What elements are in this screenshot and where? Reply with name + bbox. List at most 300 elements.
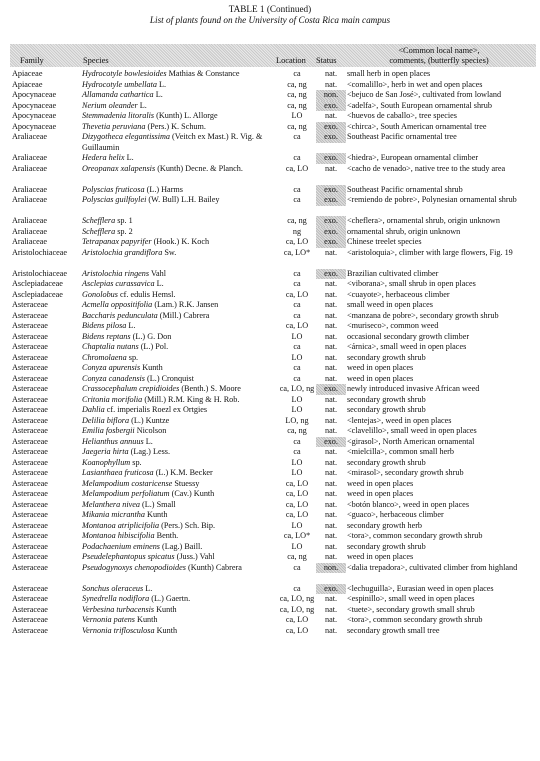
- header-comments-line2: comments, (butterfly species): [389, 55, 489, 65]
- cell-location: ca: [293, 184, 301, 194]
- species-author: L.: [154, 279, 164, 288]
- cell-status: nat.: [324, 447, 338, 456]
- cell-family: Asteraceae: [12, 520, 48, 530]
- table-row: [10, 237, 536, 248]
- species-author: Kunth: [140, 363, 163, 372]
- species-name: Nerium oleander: [82, 100, 138, 110]
- species-author: sp.: [130, 457, 142, 467]
- cell-location: ca, LO, ng: [279, 384, 315, 393]
- cell-species: [82, 416, 278, 427]
- species-name: Sonchus oleraceus: [82, 583, 144, 593]
- cell-family: Aristolochiaceae: [12, 268, 68, 278]
- cell-location: ca: [293, 447, 301, 456]
- cell-species: [82, 237, 278, 248]
- species-author: (Pers.) Sch. Bip.: [159, 520, 216, 530]
- species-name: Mikania micrantha: [82, 510, 145, 519]
- cell-species: [82, 353, 278, 364]
- cell-status: nat.: [324, 625, 338, 635]
- table-row: [10, 311, 536, 322]
- species-author: Stuessy: [172, 478, 200, 488]
- table-row: [10, 458, 536, 469]
- cell-comments: <chirca>, South American ornamental tree: [347, 121, 487, 131]
- species-author: L.: [143, 583, 153, 593]
- cell-family: Asteraceae: [12, 457, 48, 467]
- cell-location: LO: [291, 520, 303, 530]
- cell-family: Asteraceae: [12, 625, 48, 635]
- cell-comments: small weed in open places: [347, 300, 433, 309]
- cell-location: ca, LO: [285, 499, 309, 509]
- cell-location: LO: [291, 331, 303, 341]
- cell-location: ca, ng: [287, 79, 307, 89]
- cell-species: [82, 426, 278, 437]
- cell-location: ca, LO*: [283, 247, 311, 257]
- table-row: [10, 416, 536, 427]
- species-name: Verbesina turbacensis: [82, 604, 155, 614]
- cell-status: exo.: [316, 101, 346, 112]
- cell-family: Asclepiadaceae: [12, 289, 63, 299]
- cell-location: ca: [293, 310, 301, 320]
- cell-comments: <cacho de venado>, native tree to the study area: [347, 163, 506, 173]
- cell-location: ca: [293, 583, 301, 593]
- cell-comments: <cheflera>, ornamental shrub, origin unknown: [347, 216, 500, 225]
- species-author: Nicolson: [134, 426, 167, 435]
- cell-status: nat.: [324, 457, 338, 467]
- cell-species: [82, 311, 278, 322]
- cell-location: ca, LO: [285, 163, 309, 173]
- table-row: [10, 353, 536, 364]
- species-author: L.: [124, 153, 134, 162]
- species-name: Synedrella nodiflora: [82, 594, 150, 603]
- cell-family: Asteraceae: [12, 363, 48, 372]
- cell-comments: <mielcilla>, common small herb: [347, 447, 455, 456]
- cell-comments: <cuayote>, herbaceous climber: [347, 289, 450, 299]
- species-name: Schefflera: [82, 216, 116, 225]
- cell-family: Asteraceae: [12, 489, 48, 498]
- cell-family: Asteraceae: [12, 321, 48, 330]
- species-author: (Cav.) Kunth: [169, 489, 215, 498]
- cell-location: ca, ng: [287, 90, 307, 99]
- cell-location: LO: [291, 468, 303, 477]
- cell-comments: <huevos de caballo>, tree species: [347, 111, 457, 120]
- cell-comments: <árnica>, small weed in open places: [347, 342, 467, 351]
- cell-comments: <tora>, common secondary growth shrub: [347, 615, 483, 624]
- species-name: Conyza canadensis: [82, 373, 145, 383]
- species-author: (L.) Pol.: [138, 342, 169, 351]
- cell-status: non.: [316, 563, 346, 574]
- cell-comments: Southeast Pacific ornamental tree: [347, 132, 457, 141]
- table-row: [10, 447, 536, 458]
- header-location: Location: [276, 56, 306, 65]
- species-name: Hydrocotyle umbellata: [82, 79, 157, 89]
- cell-status: exo.: [316, 584, 346, 595]
- species-name: Baccharis pedunculata: [82, 310, 158, 320]
- species-author: cf. edulis Hemsl.: [117, 289, 176, 299]
- cell-comments: <tora>, common secondary growth shrub: [347, 531, 483, 540]
- species-author: cf. imperialis Roezl ex Ortgies: [104, 405, 208, 414]
- cell-species: [82, 489, 278, 500]
- species-author: L.: [153, 90, 163, 99]
- species-name: Pseudelephantopus spicatus: [82, 552, 175, 561]
- cell-species: [82, 552, 278, 563]
- cell-family: Asteraceae: [12, 405, 48, 414]
- cell-family: Araliaceae: [12, 163, 47, 173]
- cell-comments: <tuete>, secondary growth small shrub: [347, 604, 475, 614]
- species-author: (L.) Cronquist: [145, 373, 194, 383]
- cell-comments: weed in open places: [347, 478, 414, 488]
- cell-family: Asteraceae: [12, 415, 48, 425]
- header-status: Status: [316, 56, 337, 65]
- cell-family: Asteraceae: [12, 426, 48, 435]
- table-title: TABLE 1 (Continued): [228, 4, 312, 14]
- species-name: Pseudogynoxys chenopodioides: [82, 562, 186, 572]
- cell-status: nat.: [324, 594, 338, 603]
- cell-comments: small herb in open places: [347, 69, 431, 78]
- cell-location: ca, LO: [285, 615, 309, 624]
- species-author: (W. Bull) L.H. Bailey: [146, 195, 220, 204]
- table-row: [10, 395, 536, 406]
- cell-comments: ornamental shrub, origin unknown: [347, 226, 461, 236]
- cell-comments: newly introduced invasive African weed: [347, 384, 480, 393]
- cell-comments: <viborana>, small shrub in open places: [347, 279, 476, 288]
- cell-comments: secondary growth shrub: [347, 405, 426, 414]
- species-author: Vahl: [149, 268, 166, 278]
- cell-family: Asteraceae: [12, 531, 48, 540]
- species-name: Vernonia triflosculosa: [82, 625, 155, 635]
- cell-location: ca, LO: [285, 625, 309, 635]
- species-author: sp. 2: [115, 226, 133, 236]
- cell-status: nat.: [324, 163, 338, 173]
- species-author: (L.) Harms: [144, 184, 183, 194]
- table-row: [10, 290, 536, 301]
- header-comments: [346, 46, 532, 65]
- species-name: Hedera helix: [82, 153, 125, 162]
- table-row: [10, 321, 536, 332]
- cell-family: Asteraceae: [12, 352, 48, 362]
- table-row: [10, 122, 536, 133]
- cell-status: nat.: [324, 310, 338, 320]
- cell-status: nat.: [324, 510, 338, 519]
- cell-status: exo.: [316, 384, 346, 395]
- cell-status: nat.: [324, 79, 338, 89]
- species-name: Chromolaena: [82, 352, 127, 362]
- cell-location: ca: [293, 373, 301, 383]
- cell-family: Asclepiadaceae: [12, 279, 63, 288]
- cell-status: non.: [316, 90, 346, 101]
- cell-family: Araliaceae: [12, 226, 47, 236]
- species-author: (Lag.) Less.: [128, 447, 171, 456]
- cell-species: [82, 279, 278, 290]
- cell-comments: weed in open places: [347, 363, 414, 372]
- species-author: L.: [156, 79, 167, 89]
- cell-status: nat.: [324, 405, 338, 414]
- cell-species: [82, 101, 278, 112]
- cell-comments: secondary growth shrub: [347, 352, 426, 362]
- cell-species: [82, 615, 278, 626]
- cell-status: nat.: [324, 415, 338, 425]
- species-name: Montanoa hibiscifolia: [82, 531, 155, 540]
- species-author: (Kunth) L. Allorge: [154, 111, 218, 120]
- cell-location: ng: [292, 226, 302, 236]
- species-name: Polyscias fruticosa: [82, 184, 145, 194]
- table-row: [10, 90, 536, 101]
- cell-location: ca, LO*: [283, 531, 311, 540]
- cell-family: Asteraceae: [12, 541, 48, 551]
- cell-species: [82, 164, 278, 175]
- species-name: Allamanda cathartica: [82, 90, 154, 99]
- species-author: (Lam.) R.K. Jansen: [152, 300, 219, 309]
- species-name: Dizygotheca elegantissima: [82, 132, 170, 141]
- cell-species: [82, 132, 278, 153]
- cell-comments: <lechuguilla>, Eurasian weed in open places: [347, 583, 494, 593]
- cell-species: [82, 626, 278, 637]
- cell-status: nat.: [324, 615, 338, 624]
- species-name: Acmella oppositifolia: [82, 300, 153, 309]
- cell-family: Asteraceae: [12, 436, 48, 446]
- cell-location: ca, LO: [285, 321, 309, 330]
- species-author: (Kunth) Cabrera: [185, 562, 242, 572]
- cell-location: ca, LO: [285, 478, 309, 488]
- species-name: Hydrocotyle bowlesioides: [82, 69, 167, 78]
- table-row: [10, 552, 536, 563]
- cell-location: ca, LO, ng: [279, 604, 315, 614]
- cell-family: Asteraceae: [12, 478, 48, 488]
- cell-status: nat.: [324, 289, 338, 299]
- cell-comments: <comalillo>, herb in wet and open places: [347, 79, 483, 89]
- cell-species: [82, 521, 278, 532]
- cell-species: [82, 69, 278, 80]
- cell-status: nat.: [324, 531, 338, 540]
- cell-family: Araliaceae: [12, 195, 47, 204]
- cell-status: exo.: [316, 195, 346, 206]
- species-author: (Juss.) Vahl: [174, 552, 215, 561]
- cell-comments: secondary growth shrub: [347, 541, 426, 551]
- cell-family: Apocynaceae: [12, 111, 57, 120]
- cell-species: [82, 342, 278, 353]
- species-author: Kunth: [145, 510, 168, 519]
- cell-species: [82, 584, 278, 595]
- cell-family: Asteraceae: [12, 447, 48, 456]
- cell-family: Asteraceae: [12, 310, 48, 320]
- table-row: [10, 531, 536, 542]
- table-row: [10, 300, 536, 311]
- species-name: Montanoa atriplicifolia: [82, 520, 160, 530]
- table-row: [10, 101, 536, 112]
- cell-status: exo.: [316, 216, 346, 227]
- cell-location: LO: [291, 457, 303, 467]
- cell-family: Asteraceae: [12, 394, 48, 404]
- cell-status: nat.: [324, 69, 338, 78]
- cell-family: Araliaceae: [12, 184, 47, 194]
- table-row: [10, 374, 536, 385]
- cell-status: nat.: [324, 394, 338, 404]
- cell-species: [82, 300, 278, 311]
- cell-location: LO: [291, 352, 303, 362]
- cell-status: nat.: [324, 342, 338, 351]
- species-name: Chaptalia nutans: [82, 342, 139, 351]
- table-row: [10, 500, 536, 511]
- table-row: [10, 216, 536, 227]
- species-name: Dahlia: [82, 405, 105, 414]
- cell-family: Asteraceae: [12, 615, 48, 624]
- species-name: Podachaenium eminens: [82, 541, 160, 551]
- cell-family: Apiaceae: [12, 79, 43, 89]
- species-name: Schefflera: [82, 226, 116, 236]
- header-comments-line1: <Common local name>,: [398, 46, 480, 55]
- cell-location: ca, LO: [285, 237, 309, 246]
- cell-location: ca: [293, 300, 301, 309]
- table-row: [10, 269, 536, 280]
- cell-comments: <clavelillo>, small weed in open places: [347, 426, 477, 435]
- cell-family: Asteraceae: [12, 300, 48, 309]
- cell-comments: <botón blanco>, weed in open places: [347, 499, 470, 509]
- cell-species: [82, 227, 278, 238]
- species-author: Sw.: [162, 247, 177, 257]
- cell-family: Apocynaceae: [12, 121, 57, 131]
- cell-comments: secondary growth small tree: [347, 625, 440, 635]
- table-row: [10, 111, 536, 122]
- cell-comments: secondary growth shrub: [347, 394, 426, 404]
- species-name: Bidens pilosa: [82, 321, 127, 330]
- cell-status: nat.: [324, 489, 338, 498]
- cell-location: LO: [291, 541, 303, 551]
- species-author: (L.) Small: [139, 499, 176, 509]
- species-author: (L.) K.M. Becker: [153, 468, 213, 477]
- cell-comments: <guaco>, herbaceous climber: [347, 510, 444, 519]
- cell-status: nat.: [324, 478, 338, 488]
- cell-family: Asteraceae: [12, 499, 48, 509]
- header-family: Family: [20, 56, 44, 65]
- cell-comments: secondary growth shrub: [347, 457, 426, 467]
- cell-location: LO: [291, 394, 303, 404]
- cell-species: [82, 405, 278, 416]
- table-row: [10, 342, 536, 353]
- species-author: L.: [126, 321, 136, 330]
- species-author: (L.) Kuntze: [129, 415, 170, 425]
- species-author: Mathias & Constance: [166, 69, 240, 78]
- species-name: Lasianthaea fruticosa: [82, 468, 154, 477]
- cell-status: exo.: [316, 153, 346, 164]
- cell-species: [82, 605, 278, 616]
- species-author: L.: [143, 436, 153, 446]
- species-author: (L.) Gaertn.: [149, 594, 191, 603]
- cell-family: Aristolochiaceae: [12, 247, 68, 257]
- cell-comments: <lentejas>, weed in open places: [347, 415, 452, 425]
- species-author: (Lag.) Baill.: [160, 541, 203, 551]
- table-row: [10, 69, 536, 80]
- species-author: (Hook.) K. Koch: [151, 237, 210, 246]
- cell-species: [82, 447, 278, 458]
- species-name: Delilia biflora: [82, 415, 130, 425]
- species-author: (Mill.) Cabrera: [157, 310, 210, 320]
- cell-species: [82, 458, 278, 469]
- cell-comments: <espinillo>, small weed in open places: [347, 594, 475, 603]
- table-row: [10, 164, 536, 185]
- cell-location: ca, LO: [285, 289, 309, 299]
- species-name: Jaegeria hirta: [82, 447, 129, 456]
- cell-location: ca: [293, 279, 301, 288]
- cell-family: Asteraceae: [12, 342, 48, 351]
- species-name: Oreopanax xalapensis: [82, 163, 156, 173]
- table-row: [10, 510, 536, 521]
- cell-species: [82, 80, 278, 91]
- species-name: Aristolochia grandiflora: [82, 247, 163, 257]
- table-row: [10, 153, 536, 164]
- cell-comments: secondary growth herb: [347, 520, 423, 530]
- cell-family: Asteraceae: [12, 552, 48, 561]
- cell-status: exo.: [316, 185, 346, 196]
- cell-species: [82, 216, 278, 227]
- cell-species: [82, 111, 278, 122]
- species-name: Stemmadenia litoralis: [82, 111, 155, 120]
- cell-species: [82, 122, 278, 133]
- species-author: (L.) G. Don: [130, 331, 172, 341]
- cell-status: nat.: [324, 520, 338, 530]
- cell-location: ca, LO, ng: [279, 594, 315, 603]
- cell-comments: <bejuco de San José>, cultivated from lowland: [347, 90, 502, 99]
- cell-status: exo.: [316, 227, 346, 238]
- species-name: Aristolochia ringens: [82, 268, 150, 278]
- cell-comments: <dalia trepadora>, cultivated climber from highland: [347, 562, 518, 572]
- table-row: [10, 132, 536, 153]
- cell-comments: Southeast Pacific ornamental shrub: [347, 184, 463, 194]
- cell-status: nat.: [324, 426, 338, 435]
- cell-status: nat.: [324, 111, 338, 120]
- table-row: [10, 384, 536, 395]
- cell-species: [82, 437, 278, 448]
- cell-comments: weed in open places: [347, 552, 414, 561]
- cell-location: ca, ng: [287, 121, 307, 131]
- cell-family: Araliaceae: [12, 153, 47, 162]
- cell-family: Araliaceae: [12, 237, 47, 246]
- cell-species: [82, 248, 278, 259]
- species-name: Vernonia patens: [82, 615, 135, 624]
- table-row: [10, 227, 536, 238]
- cell-status: nat.: [324, 468, 338, 477]
- table-row: [10, 594, 536, 605]
- table-row: [10, 437, 536, 448]
- cell-status: nat.: [324, 247, 338, 257]
- cell-comments: Brazilian cultivated climber: [347, 268, 439, 278]
- cell-comments: <remiendo de pobre>, Polynesian ornamental shrub: [347, 195, 517, 204]
- cell-family: Asteraceae: [12, 594, 48, 603]
- table-row: [10, 521, 536, 532]
- cell-family: Asteraceae: [12, 373, 48, 383]
- cell-comments: <manzana de pobre>, secondary growth shrub: [347, 310, 499, 320]
- cell-status: nat.: [324, 499, 338, 509]
- cell-status: nat.: [324, 279, 338, 288]
- table-header: [10, 44, 536, 67]
- table-row: [10, 626, 536, 637]
- cell-family: Asteraceae: [12, 510, 48, 519]
- cell-species: [82, 290, 278, 301]
- cell-species: [82, 332, 278, 343]
- cell-species: [82, 500, 278, 511]
- species-name: Thevetia peruviana: [82, 121, 146, 131]
- cell-location: ca, LO: [285, 510, 309, 519]
- table-body: [10, 69, 536, 636]
- cell-family: Asteraceae: [12, 583, 48, 593]
- table-row: [10, 605, 536, 616]
- cell-location: ca, LO: [285, 489, 309, 498]
- cell-comments: <hiedra>, European ornamental climber: [347, 153, 479, 162]
- cell-species: [82, 374, 278, 385]
- cell-location: ca, ng: [287, 100, 307, 110]
- species-author: (Benth.) S. Moore: [179, 384, 241, 393]
- cell-family: Asteraceae: [12, 468, 48, 477]
- cell-family: Araliaceae: [12, 216, 47, 225]
- cell-location: ca: [293, 69, 301, 78]
- species-author: sp.: [126, 352, 139, 362]
